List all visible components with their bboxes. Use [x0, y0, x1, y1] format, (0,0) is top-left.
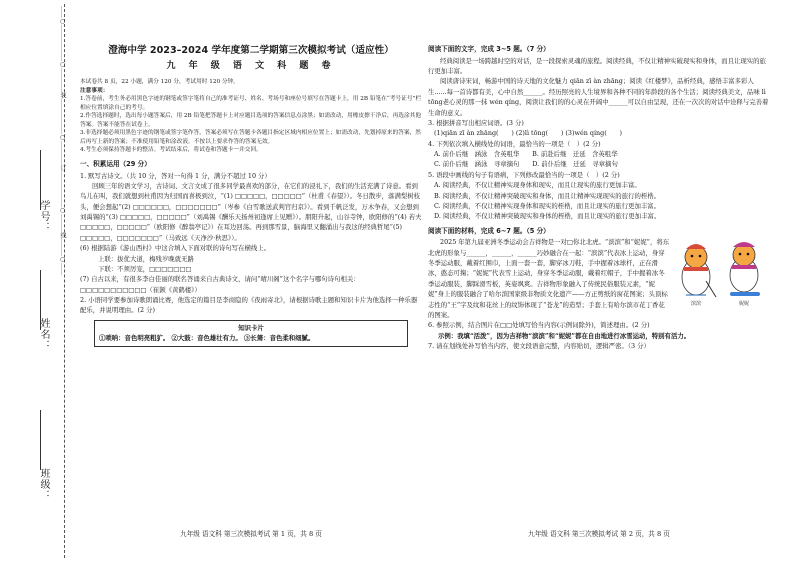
class-label: 班级：	[38, 468, 49, 501]
question-5-option: D. 阅读经典，不仅让精神突破现实和身体的桎梏，而且让现实的旅行更加丰富。	[434, 212, 661, 221]
mascot-nini	[730, 242, 760, 296]
binding-text: ……○………………○…………装………………○…………订………………○………线………○……	[59, 6, 66, 275]
notice-line: 注意事项：	[80, 87, 109, 94]
left-page	[80, 44, 422, 351]
exam-notice	[80, 78, 422, 155]
question-5-option: A. 阅读经典，不仅让精神实现身体和现实，而且让现实的旅行更加丰富。	[434, 181, 641, 190]
question-3-items: (1)qiān zī àn zhāng( ) (2)lì tōng( ) (3)wén qíng( )	[434, 129, 622, 138]
page-footer-right: 九年级 语文科 第三次模拟考试 第 2 页，共 8 页	[528, 530, 670, 538]
reading-2-heading: 阅读下面的材料，完成 6~7 题。（5 分）	[428, 226, 550, 235]
question-4-options: C. 前仆后继 涵泳 寻章摘句 D. 前仆后继 迁延 寻章摘句	[434, 160, 618, 169]
student-id-line	[40, 150, 41, 210]
right-page	[428, 44, 770, 351]
question-5-option: B. 阅读经典，不仅让精神突破现实和身体，而且让精神实现现实的旅行的桎梏。	[434, 191, 661, 200]
question-1-body: 回顾三年的语文学习，古诗词、文言文成了很多同学最喜欢的部分，在它们的浸礼下，我们的生活充满了诗意。看到鸟儿在叫，我们就想到杜甫因为归国而喜极到泣，“(1) □□□□□，□□□□□”（杜甫《春望》）。冬日散步，落满梨树枝头，便会想起“(2) □□□□□□，□□□□□□□”（岑参《白雪歌送武判官归京》）。看到千帆泛发，万木争春，又会想到刘禹锡的“(3) □□□□□，□□□□□”（刘禹锡《酬乐天扬州初逢席上见赠》）。朋阳升起，山谷寺钟，欧阳修的“(4) 若夫□□□□□，□□□□□”（欧阳修《醉翁亭记》）在耳边回荡。再到那雪景，脑海里又翻涌出与我这的经典哲尾“(5) □□□□□，□□□□□□□”（马致远《天净沙·秋思》）。	[80, 181, 422, 242]
question-1: 1. 默写古诗文。（共 10 分，答对一句得 1 分，满分不超过 10 分）	[80, 171, 271, 180]
knowledge-card-title: 知识卡片	[238, 323, 264, 332]
question-2: 2. 小语同学要参加诗歌朗诵比赛，他选定的篇目是李商隐的《夜雨寄北》，请根据诗歌主题和知识卡片为他选择一种乐器配乐，并说明理由。(2 分)	[80, 296, 418, 315]
notice-line: 4.考生必须保持答题卡的整洁。考试结束后，将试卷和答题卡一并交回。	[80, 147, 262, 154]
question-6: 6. 参照示例，结合图片在□□处填写恰当内容(示例词除外)，简述理由。(2 分)	[428, 321, 650, 330]
notice-line: 1.答卷前，考生务必用黑色字迹的钢笔或签字笔将自己的准考证号、姓名、考场号和座位号填写在答题卡上，用 2B 铅笔在“考号证号”栏相应位置填涂自己的考号。	[80, 96, 422, 111]
question-3: 3. 根据拼音写出相应词语。(3 分)	[428, 118, 524, 127]
section-heading: 一、积累运用（29 分）	[80, 159, 151, 168]
knowledge-card	[94, 320, 408, 347]
class-line	[40, 410, 41, 470]
question-4-options: A. 前仆后继 涵泳 含英咀华 B. 前赴后继 迁延 含英咀华	[434, 150, 618, 159]
question-4: 4. 下列依次填入横线处的词语，最恰当的一项是（ ）(2 分)	[428, 139, 601, 148]
reading-1-heading: 阅读下面的文字，完成 3~5 题。（7 分）	[428, 45, 550, 53]
mascot-label-nini: 妮妮	[738, 301, 750, 308]
notice-line: 2.作答选择题时，选出每小题答案后，用 2B 铅笔把答题卡上对应题目选项的答案信息点涂黑；如需改动，用橡皮擦干净后，再选涂其他答案。答案不能答在试卷上。	[80, 113, 422, 128]
reading-1-para2: 阅读唐诗宋词，畅游中国的诗天地的文化魅力 qiān zī àn zhāng；阅读《红楼梦》，品析经典，感悟丰富多彩人生......每一首诗都有美，心中自然______。经历照亮的人生境界和各种不同的年龄段的各个生活；阅读经典美文，品味 lì tōng老心灵的那一抹 wén qíng，阅读让我们的的心灵在开阔中______可以自由呈现，还在一次次的对话中诠释与完善着生命的意义。	[428, 77, 769, 117]
couplet-upper: 上联：拔优大道，梅残岁晚就无路	[98, 254, 194, 263]
exam-subtitle: 九 年 级 语 文 科 题 卷	[166, 61, 336, 72]
mascot-binbin	[682, 244, 716, 297]
notice-line: 3.非选择题必须用黑色字迹的钢笔或签字笔作答，答案必须写在答题卡各题目指定区域内相应位置上；如需改动，先划掉原来的答案，然后再写上新的答案；不准使用铅笔和涂改液。不按以上要求作答的答案无效。	[80, 130, 421, 145]
name-label: 姓名：	[38, 318, 49, 351]
couplet-lower: 下联：不须厉宠，□□□□□□□	[98, 264, 192, 273]
question-1-7: (7) 自古以来，有很多李白佳丽的联名答诵来自古典诗文，请问“晴川阁”这个名字与哪句诗句相关：□□□□□□□□□□□（崔颢《黄鹤楼》）	[80, 275, 360, 294]
question-5-option: C. 阅读经典，不仅让精神实现身体和现实的桎梏，而且让现实的旅行更加丰富。	[434, 201, 661, 210]
exam-title: 澄海中学 2023–2024 学年度第二学期第三次模拟考试（适应性）	[108, 45, 394, 56]
question-5: 5. 语段中画线的句子有语病，下列修改最恰当的一项是（ ）(2 分)	[428, 170, 620, 179]
binding-margin	[0, 0, 72, 562]
reading-2-body: 2025 年第九届亚洲冬季运动会吉祥物是一对□你北北虎。“滨滨”和“妮妮”，将东北虎的形象与______，______，______巧妙融合在一起：“滨滨”代表冰上运动，身穿冬季运动服，戴着红围巾，上面一套一套，脚穿冰刀鞋，手中握着冰球杆，正在滑冰，憨态可掬；“妮妮”代表雪上运动，身穿冬季运动服，戴着红帽子，手中握着冰冬季运动服装，脚踩滑雪板，英姿飒爽。吉祥物形象融入了传统民俗服装元素，“妮妮”身上的服装融合了哈尔滨国家级非物质文化遗产——方正剪纸的窗花图案；头顶标志性的“王”字及纹和花丝上的纹饰体现了“苍龙”的造型；手套上有哈尔滨市花丁香花的图案。	[428, 238, 670, 319]
question-7: 7. 请在划线处补写恰当内容，使文段语意完整，内容贴切，逻辑严密。（3 分）	[428, 342, 650, 351]
notice-line: 本试卷共 8 页，22 小题，满分 120 分，考试用时 120 分钟。	[80, 79, 239, 85]
knowledge-card-body: ①唢呐：音色明亮粗犷。 ②大鼓：音色雄壮有力。 ③长箫：音色柔和细腻。	[99, 334, 315, 343]
reading-1-para1: 经典阅读是一场跨越时空的对话，是一段探索灵魂的旅程。阅读经典，不仅让精神实破现实和身体，而且让现实的旅行更加丰富。	[428, 56, 766, 76]
name-line	[40, 270, 41, 330]
student-id-label: 学号：	[38, 200, 49, 233]
question-1-6: (6) 根据陆游《游山西村》中这合填入下面对联的诗句写在横线上。	[80, 244, 271, 253]
question-6-example: 示例：我填“活泼”，因为吉祥物“滨滨”和“妮妮”都在自由地进行冰雪运动，特别有活力。	[438, 331, 691, 340]
mascot-label-binbin: 滨滨	[690, 301, 702, 308]
page-footer-left: 九年级 语文科 第三次模拟考试 第 1 页，共 8 页	[180, 530, 322, 538]
mascot-illustration	[672, 237, 770, 307]
